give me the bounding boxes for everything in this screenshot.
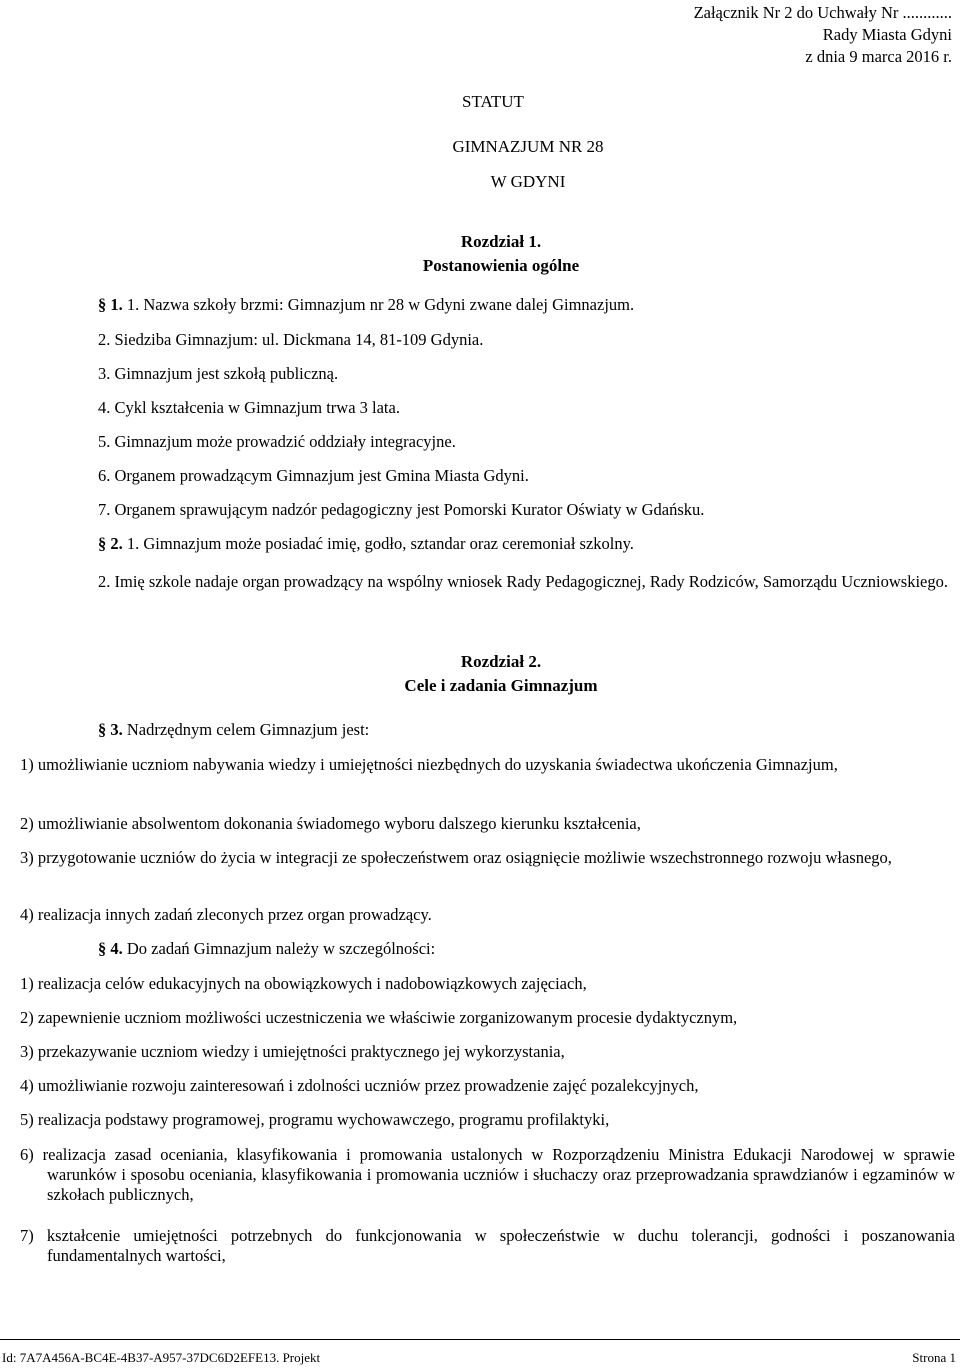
paragraph-1-item-3: 3. Gimnazjum jest szkołą publiczną. [98,364,339,383]
paragraph-4-point-5: 5) realizacja podstawy programowej, programu wychowawczego, programu profilaktyki, [20,1110,610,1129]
paragraph-2-item-1: § 2. 1. Gimnazjum może posiadać imię, godło, sztandar oraz ceremoniał szkolny. [98,534,634,553]
paragraph-number: 4. [110,939,123,958]
paragraph-1-item-7: 7. Organem sprawującym nadzór pedagogiczny jest Pomorski Kurator Oświaty w Gdańsku. [98,500,705,519]
page-footer [0,1339,960,1370]
paragraph-3-point-1: 1) umożliwianie uczniom nabywania wiedzy i umiejętności niezbędnych do uzyskania świadectwa ukończenia Gimnazjum, [20,755,838,774]
chapter-1-heading [0,230,960,278]
title-school: GIMNAZJUM NR 28 [452,137,604,156]
attachment-line-2: Rady Miasta Gdyni [822,25,952,44]
paragraph-1-item-6: 6. Organem prowadzącym Gimnazjum jest Gmina Miasta Gdyni. [98,466,529,485]
paragraph-sign: § [98,939,107,958]
paragraph-4-point-1: 1) realizacja celów edukacyjnych na obowiązkowych i nadobowiązkowych zajęciach, [20,974,587,993]
paragraph-4-point-6: 6) realizacja zasad oceniania, klasyfikowania i promowania ustalonych w Rozporządzeniu Ministra Edukacji Narodowej w sprawie warunków i sposobu oceniania, klasyfikowania i promowania uczniów i słuchaczy oraz przeprowadzania sprawdzianów i egzaminów w szkołach publicznych, [20,1145,955,1204]
paragraph-3-intro: § 3. Nadrzędnym celem Gimnazjum jest: [98,720,370,739]
paragraph-3-point-3: 3) przygotowanie uczniów do życia w integracji ze społeczeństwem oraz osiągnięcie możliwie wszechstronnego rozwoju własnego, [20,848,892,867]
paragraph-4-point-2: 2) zapewnienie uczniom możliwości uczestniczenia we właściwie zorganizowanym procesie dydaktycznym, [20,1008,738,1027]
title-city: W GDYNI [490,172,566,191]
paragraph-1-item-4: 4. Cykl kształcenia w Gimnazjum trwa 3 lata. [98,398,400,417]
paragraph-3-point-4: 4) realizacja innych zadań zleconych przez organ prowadzący. [20,905,432,924]
document-id: Id: 7A7A456A-BC4E-4B37-A957-37DC6D2EFE13. Projekt [2,1350,321,1365]
paragraph-4-intro: § 4. Do zadań Gimnazjum należy w szczególności: [98,939,436,958]
chapter-2-subtitle: Cele i zadania Gimnazjum [404,676,598,695]
paragraph-2-item-2: 2. Imię szkole nadaje organ prowadzący na wspólny wniosek Rady Pedagogicznej, Rady Rodziców, Samorządu Uczniowskiego. [98,572,948,591]
attachment-note [694,2,952,68]
paragraph-1-item-5: 5. Gimnazjum może prowadzić oddziały integracyjne. [98,432,456,451]
paragraph-sign: § [98,720,107,739]
chapter-2-title: Rozdział 2. [460,652,542,671]
attachment-line-3: z dnia 9 marca 2016 r. [805,47,952,66]
paragraph-sign: § [98,534,107,553]
page-number: Strona 1 [912,1350,956,1365]
paragraph-3-point-2: 2) umożliwianie absolwentom dokonania świadomego wyboru dalszego kierunku kształcenia, [20,814,641,833]
chapter-1-subtitle: Postanowienia ogólne [422,256,580,275]
paragraph-1-item-2: 2. Siedziba Gimnazjum: ul. Dickmana 14, 81-109 Gdynia. [98,330,484,349]
paragraph-1-item-1: § 1. 1. Nazwa szkoły brzmi: Gimnazjum nr 28 w Gdyni zwane dalej Gimnazjum. [98,295,635,314]
attachment-line-1: Załącznik Nr 2 do Uchwały Nr ............ [693,3,952,22]
title-statut: STATUT [462,92,524,111]
chapter-2-heading [0,650,960,698]
paragraph-4-point-3: 3) przekazywanie uczniom wiedzy i umiejętności praktycznego jej wykorzystania, [20,1042,565,1061]
paragraph-number: 2. [110,534,123,553]
paragraph-4-point-4: 4) umożliwianie rozwoju zainteresowań i zdolności uczniów przez prowadzenie zajęć pozalekcyjnych, [20,1076,699,1095]
chapter-1-title: Rozdział 1. [460,232,542,251]
paragraph-4-point-7: 7) kształcenie umiejętności potrzebnych do funkcjonowania w społeczeństwie w duchu tolerancji, godności i poszanowania fundamentalnych wartości, [20,1226,955,1265]
paragraph-sign: § [98,295,107,314]
paragraph-number: 3. [110,720,123,739]
paragraph-number: 1. [110,295,123,314]
